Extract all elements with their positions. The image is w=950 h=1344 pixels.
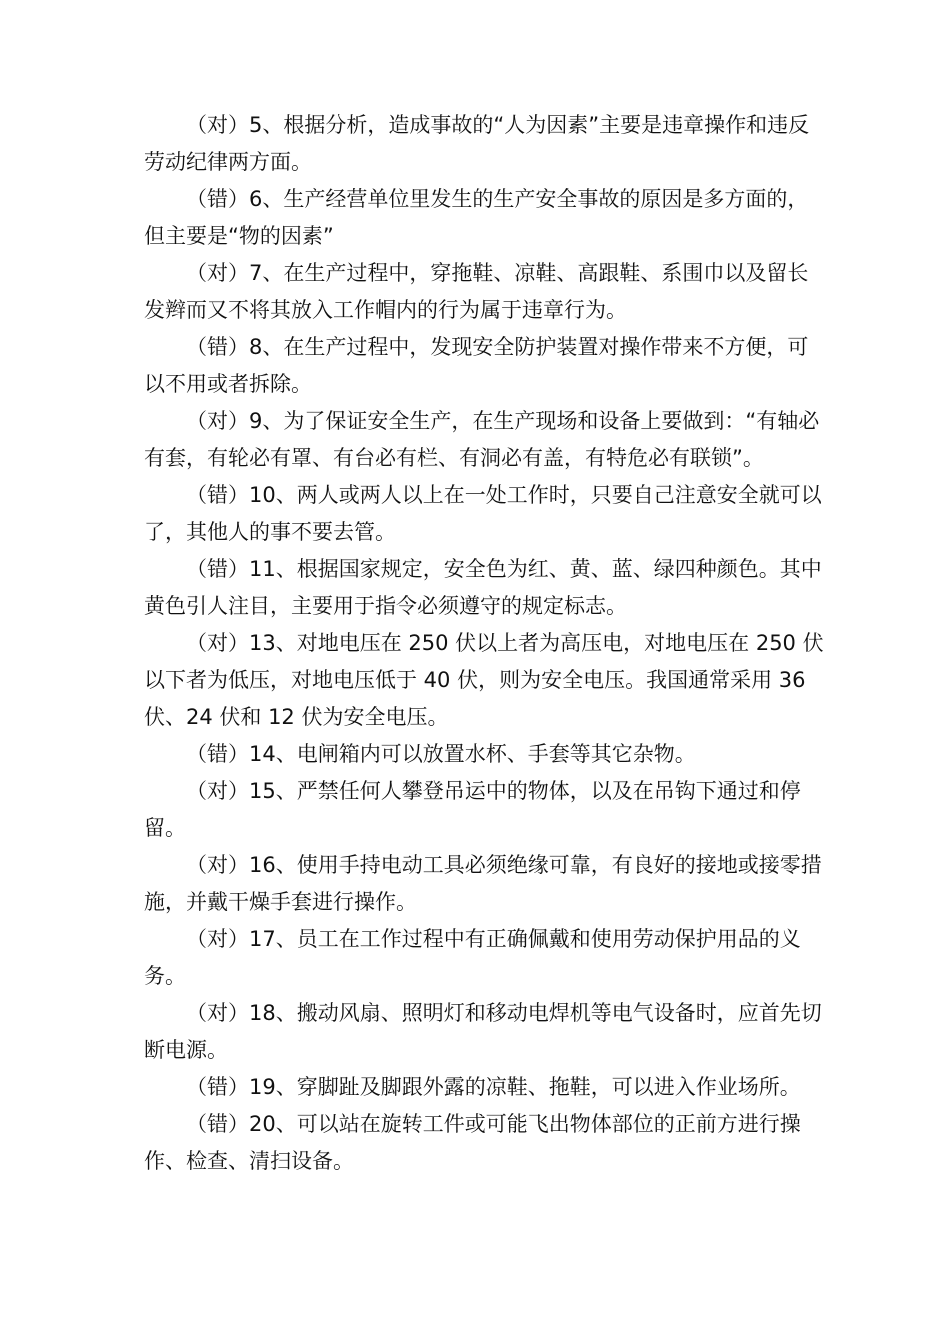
document-body <box>144 107 826 1180</box>
quiz-item-6: （错）6、生产经营单位里发生的生产安全事故的原因是多方面的，但主要是“物的因素” <box>144 187 809 248</box>
quiz-item-19: （错）19、穿脚趾及脚跟外露的凉鞋、拖鞋，可以进入作业场所。 <box>186 1075 801 1099</box>
quiz-item-7: （对）7、在生产过程中，穿拖鞋、凉鞋、高跟鞋、系围巾以及留长发辫而又不将其放入工作帽内的行为属于违章行为。 <box>144 261 809 322</box>
quiz-item-18: （对）18、搬动风扇、照明灯和移动电焊机等电气设备时，应首先切断电源。 <box>144 1001 822 1062</box>
quiz-item-13: （对）13、对地电压在 250 伏以上者为高压电，对地电压在 250 伏以下者为低压，对地电压低于 40 伏，则为安全电压。我国通常采用 36 伏、24 伏和 12 伏为安全电压。 <box>144 631 824 729</box>
quiz-item-16: （对）16、使用手持电动工具必须绝缘可靠，有良好的接地或接零措施，并戴干燥手套进行操作。 <box>144 853 822 914</box>
quiz-item-8: （错）8、在生产过程中，发现安全防护装置对操作带来不方便，可以不用或者拆除。 <box>144 335 809 396</box>
quiz-item-14: （错）14、电闸箱内可以放置水杯、手套等其它杂物。 <box>186 742 696 766</box>
quiz-item-17: （对）17、员工在工作过程中有正确佩戴和使用劳动保护用品的义务。 <box>144 927 801 988</box>
quiz-item-20: （错）20、可以站在旋转工件或可能飞出物体部位的正前方进行操作、检查、清扫设备。 <box>144 1112 801 1173</box>
quiz-item-9: （对）9、为了保证安全生产，在生产现场和设备上要做到：“有轴必有套，有轮必有罩、有台必有栏、有洞必有盖，有特危必有联锁”。 <box>144 409 820 470</box>
quiz-item-5: （对）5、根据分析，造成事故的“人为因素”主要是违章操作和违反劳动纪律两方面。 <box>144 113 810 174</box>
quiz-item-11: （错）11、根据国家规定，安全色为红、黄、蓝、绿四种颜色。其中黄色引人注目，主要用于指令必须遵守的规定标志。 <box>144 557 822 618</box>
quiz-item-15: （对）15、严禁任何人攀登吊运中的物体，以及在吊钩下通过和停留。 <box>144 779 801 840</box>
quiz-item-10: （错）10、两人或两人以上在一处工作时，只要自己注意安全就可以了，其他人的事不要去管。 <box>144 483 822 544</box>
